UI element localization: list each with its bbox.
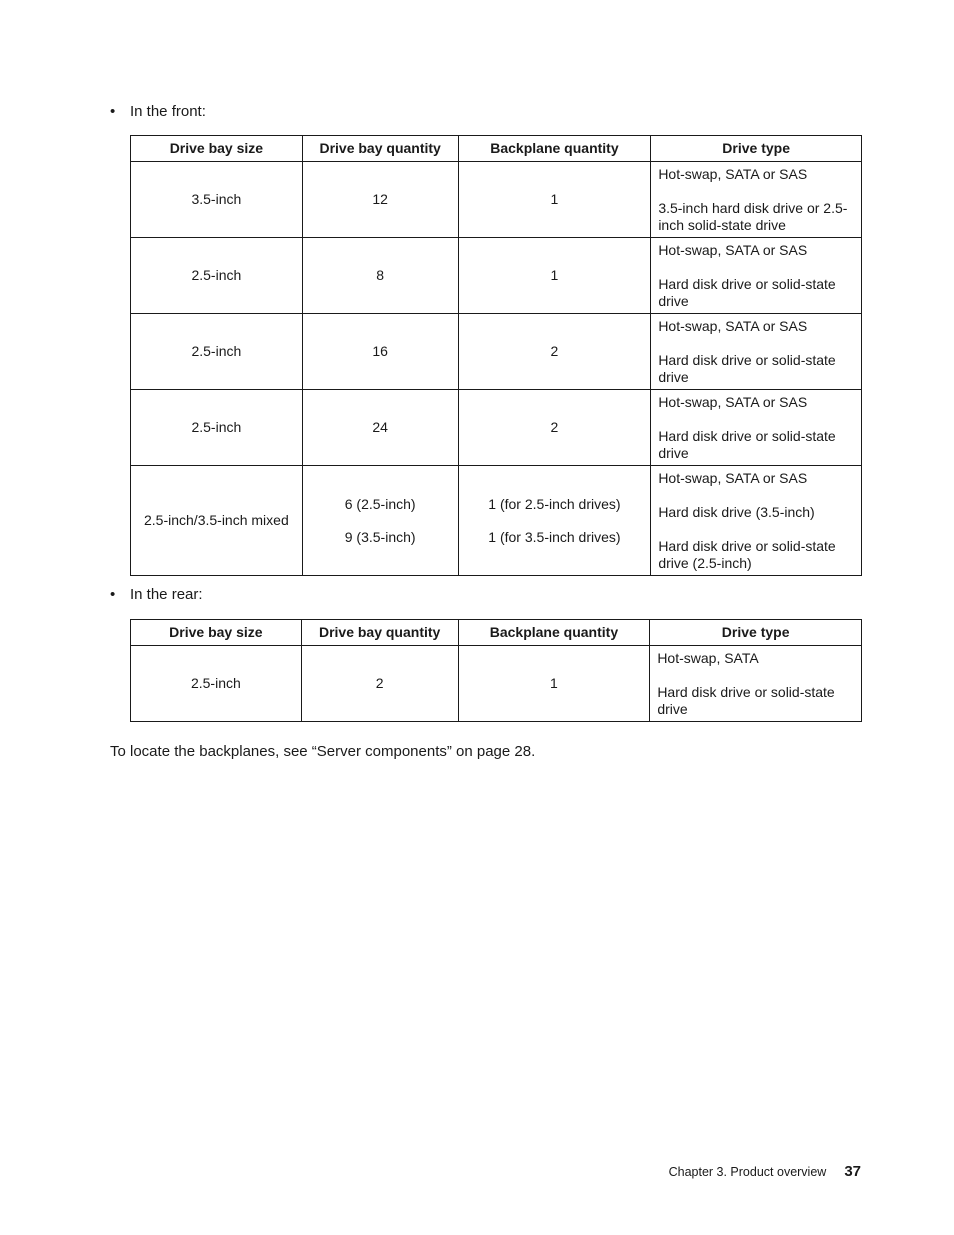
rear-bullet	[110, 586, 203, 604]
front-bullet	[110, 103, 206, 121]
rear-drive-table	[130, 619, 862, 722]
column-header: Drive type	[650, 620, 862, 646]
column-header: Drive bay quantity	[301, 620, 458, 646]
table-row	[131, 162, 862, 238]
cell-quantity: 8	[302, 238, 458, 314]
reference-text: To locate the backplanes, see “Server components” on page 28.	[110, 743, 536, 760]
cell-drive-type: Hot-swap, SATA Hard disk drive or solid-state drive	[650, 646, 862, 722]
cell-backplane: 1	[458, 646, 650, 722]
cell-backplane: 1	[458, 162, 651, 238]
cell-size: 2.5-inch	[131, 314, 303, 390]
page-number: 37	[844, 1163, 861, 1180]
table-row	[131, 238, 862, 314]
cell-backplane: 2	[458, 314, 651, 390]
cell-size: 2.5-inch/3.5-inch mixed	[131, 466, 303, 576]
table-header-row	[131, 136, 862, 162]
cell-quantity: 16	[302, 314, 458, 390]
column-header: Drive bay quantity	[302, 136, 458, 162]
bullet-icon: •	[110, 586, 116, 603]
bullet-icon: •	[110, 103, 116, 120]
cell-quantity: 2	[301, 646, 458, 722]
cell-drive-type: Hot-swap, SATA or SAS Hard disk drive or solid-state drive	[651, 390, 862, 466]
chapter-title: Chapter 3. Product overview	[668, 1165, 827, 1179]
cell-backplane: 1 (for 2.5-inch drives) 1 (for 3.5-inch drives)	[458, 466, 651, 576]
front-heading: In the front:	[130, 103, 206, 120]
cell-quantity: 12	[302, 162, 458, 238]
cell-drive-type: Hot-swap, SATA or SAS Hard disk drive or solid-state drive	[651, 238, 862, 314]
cell-size: 2.5-inch	[131, 390, 303, 466]
cell-backplane: 1	[458, 238, 651, 314]
cell-drive-type: Hot-swap, SATA or SAS 3.5-inch hard disk drive or 2.5-inch solid-state drive	[651, 162, 862, 238]
column-header: Backplane quantity	[458, 136, 651, 162]
column-header: Drive bay size	[131, 620, 302, 646]
cell-size: 3.5-inch	[131, 162, 303, 238]
table-row	[131, 466, 862, 576]
cell-quantity: 6 (2.5-inch) 9 (3.5-inch)	[302, 466, 458, 576]
cell-size: 2.5-inch	[131, 238, 303, 314]
table-row	[131, 314, 862, 390]
page-footer	[669, 1163, 861, 1180]
cell-drive-type: Hot-swap, SATA or SAS Hard disk drive or solid-state drive	[651, 314, 862, 390]
table-row	[131, 646, 862, 722]
column-header: Backplane quantity	[458, 620, 650, 646]
table-header-row	[131, 620, 862, 646]
column-header: Drive type	[651, 136, 862, 162]
cell-backplane: 2	[458, 390, 651, 466]
column-header: Drive bay size	[131, 136, 303, 162]
table-row	[131, 390, 862, 466]
cell-drive-type: Hot-swap, SATA or SAS Hard disk drive (3.5-inch) Hard disk drive or solid-state drive (2.5-inch)	[651, 466, 862, 576]
cell-quantity: 24	[302, 390, 458, 466]
front-drive-table	[130, 135, 862, 576]
cell-size: 2.5-inch	[131, 646, 302, 722]
rear-heading: In the rear:	[130, 586, 203, 603]
